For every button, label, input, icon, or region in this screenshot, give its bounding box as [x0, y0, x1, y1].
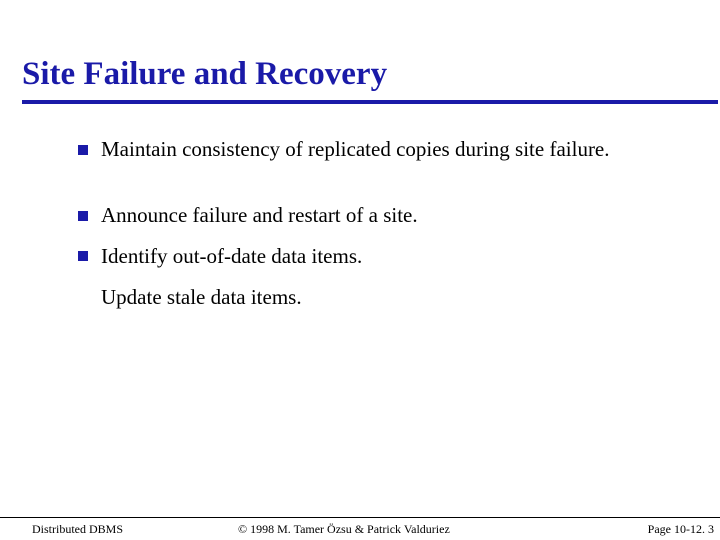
slide-title: Site Failure and Recovery: [22, 56, 388, 92]
footer-page-number: Page 10-12. 3: [647, 522, 714, 536]
footer-left: Distributed DBMS: [32, 522, 124, 536]
bullet-text-2: Announce failure and restart of a site.: [101, 203, 418, 227]
bullet-marker-2: [78, 211, 88, 221]
footer-divider: [0, 517, 720, 518]
bullet-marker-1: [78, 145, 88, 155]
footer-copyright: © 1998 M. Tamer Özsu & Patrick Valduriez: [238, 522, 450, 536]
title-underline: [22, 100, 718, 104]
extra-line: Update stale data items.: [101, 285, 302, 309]
bullet-text-3: Identify out-of-date data items.: [101, 244, 363, 268]
bullet-marker-3: [78, 251, 88, 261]
bullet-text-1: Maintain consistency of replicated copies during site failure.: [101, 137, 610, 161]
